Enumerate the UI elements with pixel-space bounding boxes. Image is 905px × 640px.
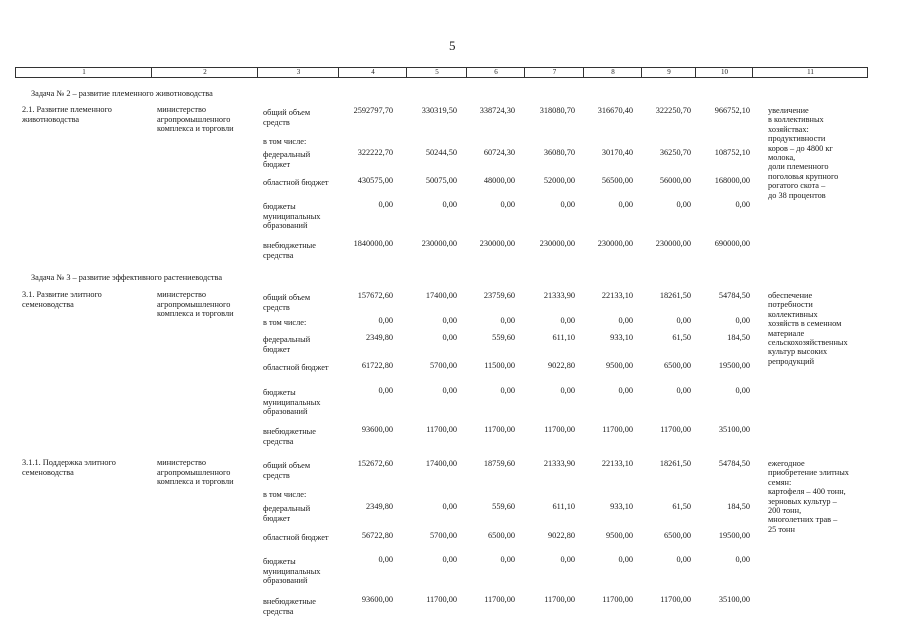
amount-cell: 2349,80	[366, 502, 393, 511]
amount-cell: 18261,50	[659, 291, 691, 300]
expected-result-line: молока,	[768, 153, 796, 162]
expected-result-line: до 38 процентов	[768, 190, 826, 200]
amount-cell: 2592797,70	[353, 106, 393, 115]
amount-cell: 11700,00	[660, 595, 691, 604]
amount-cell: 11700,00	[660, 425, 691, 434]
amount-cell: 0,00	[378, 386, 393, 395]
amount-cell: 17400,00	[425, 459, 457, 468]
amount-cell: 5700,00	[430, 361, 457, 370]
amount-cell: 0,00	[442, 555, 457, 564]
amount-cell: 19500,00	[718, 361, 750, 370]
amount-cell: 6500,00	[664, 531, 691, 540]
amount-cell: 35100,00	[718, 595, 750, 604]
amount-cell: 30170,40	[601, 148, 633, 157]
expected-result-line: коллективных	[768, 309, 818, 319]
column-header-4: 4	[371, 68, 375, 76]
funding-source-label: внебюджетные средства	[263, 241, 316, 260]
column-divider	[524, 68, 525, 77]
funding-source-label: бюджеты муниципальных образований	[263, 557, 321, 586]
amount-cell: 0,00	[676, 200, 691, 209]
amount-cell: 0,00	[676, 555, 691, 564]
amount-cell: 11700,00	[602, 595, 633, 604]
column-header-3: 3	[296, 68, 301, 76]
funding-source-label: федеральный бюджет	[263, 150, 311, 169]
funding-source-label: областной бюджет	[263, 363, 329, 372]
amount-cell: 0,00	[442, 502, 457, 511]
expected-result-line: доли племенного	[768, 162, 829, 172]
amount-cell: 0,00	[500, 555, 515, 564]
amount-cell: 11700,00	[602, 425, 633, 434]
expected-result-line: коров – до 4800 кг	[768, 143, 833, 153]
amount-cell: 61,50	[672, 502, 691, 511]
amount-cell: 11700,00	[426, 595, 457, 604]
column-header-10: 10	[721, 68, 728, 76]
amount-cell: 0,00	[618, 386, 633, 395]
funding-source-label: областной бюджет	[263, 533, 329, 542]
funding-source-label: федеральный бюджет	[263, 504, 311, 523]
expected-result-line: семян:	[768, 477, 792, 487]
amount-cell: 56500,00	[601, 176, 633, 185]
amount-cell: 48000,00	[483, 176, 515, 185]
column-header-row	[15, 67, 868, 78]
amount-cell: 318080,70	[539, 106, 575, 115]
executor: министерство агропромышленного комплекса и торговли	[157, 290, 234, 319]
amount-cell: 9022,80	[548, 531, 575, 540]
column-divider	[151, 68, 152, 77]
amount-cell: 17400,00	[425, 291, 457, 300]
amount-cell: 9500,00	[606, 531, 633, 540]
amount-cell: 11700,00	[484, 425, 515, 434]
amount-cell: 0,00	[618, 200, 633, 209]
amount-cell: 61,50	[672, 333, 691, 342]
amount-cell: 430575,00	[357, 176, 393, 185]
amount-cell: 6500,00	[664, 361, 691, 370]
amount-cell: 21333,90	[543, 291, 575, 300]
expected-result-line: 25 тонн	[768, 524, 795, 534]
amount-cell: 184,50	[727, 502, 750, 511]
column-header-5: 5	[435, 68, 439, 76]
amount-cell: 0,00	[378, 200, 393, 209]
amount-cell: 230000,00	[539, 239, 575, 248]
page-number: 5	[449, 38, 456, 53]
expected-result-line: зерновых культур –	[768, 496, 837, 506]
expected-result-line: 200 тонн,	[768, 506, 802, 515]
amount-cell: 18759,60	[483, 459, 515, 468]
expected-result-line: ежегодное	[768, 459, 805, 468]
column-divider	[338, 68, 339, 77]
amount-cell: 611,10	[552, 333, 575, 342]
amount-cell: 52000,00	[543, 176, 575, 185]
expected-result-line: материале	[768, 328, 805, 338]
column-header-7: 7	[552, 68, 557, 76]
column-header-11: 11	[807, 68, 814, 76]
expected-result-line: продуктивности	[768, 134, 826, 144]
column-header-9: 9	[667, 68, 671, 76]
expected-result-line: потребности	[768, 300, 813, 310]
expected-result-line: многолетних трав –	[768, 515, 838, 525]
funding-source-label: в том числе:	[263, 490, 307, 499]
measure-name: 3.1. Развитие элитного семеноводства	[22, 290, 102, 309]
amount-cell: 559,60	[492, 333, 515, 342]
funding-source-label: бюджеты муниципальных образований	[263, 388, 321, 417]
expected-result-line: поголовья крупного	[768, 171, 839, 181]
amount-cell: 19500,00	[718, 531, 750, 540]
amount-cell: 0,00	[735, 200, 750, 209]
amount-cell: 0,00	[735, 316, 750, 325]
amount-cell: 690000,00	[714, 239, 750, 248]
expected-result-line: хозяйств в семенном	[768, 319, 842, 329]
amount-cell: 9022,80	[548, 361, 575, 370]
amount-cell: 93600,00	[361, 595, 393, 604]
amount-cell: 230000,00	[597, 239, 633, 248]
funding-source-label: федеральный бюджет	[263, 335, 311, 354]
amount-cell: 230000,00	[655, 239, 691, 248]
amount-cell: 157672,60	[357, 291, 393, 300]
funding-source-label: в том числе:	[263, 137, 307, 146]
amount-cell: 0,00	[500, 200, 515, 209]
column-divider	[406, 68, 407, 77]
amount-cell: 36080,70	[543, 148, 575, 157]
amount-cell: 0,00	[560, 200, 575, 209]
amount-cell: 0,00	[442, 200, 457, 209]
amount-cell: 0,00	[442, 333, 457, 342]
amount-cell: 933,10	[610, 502, 633, 511]
column-divider	[466, 68, 467, 77]
task-title: Задача № 3 – развитие эффективного растениеводства	[31, 273, 223, 282]
column-divider	[695, 68, 696, 77]
amount-cell: 9500,00	[606, 361, 633, 370]
amount-cell: 0,00	[618, 316, 633, 325]
column-header-6: 6	[494, 68, 498, 76]
amount-cell: 0,00	[378, 555, 393, 564]
amount-cell: 22133,10	[601, 459, 633, 468]
amount-cell: 18261,50	[659, 459, 691, 468]
amount-cell: 0,00	[735, 555, 750, 564]
amount-cell: 54784,50	[718, 291, 750, 300]
funding-source-label: в том числе:	[263, 318, 307, 327]
amount-cell: 230000,00	[421, 239, 457, 248]
amount-cell: 54784,50	[718, 459, 750, 468]
column-divider	[752, 68, 753, 77]
amount-cell: 184,50	[727, 333, 750, 342]
expected-result-line: обеспечение	[768, 291, 813, 300]
column-header-2: 2	[203, 68, 207, 76]
executor: министерство агропромышленного комплекса и торговли	[157, 458, 234, 487]
funding-source-label: общий объем средств	[263, 108, 311, 127]
expected-result-line: репродукций	[768, 356, 815, 366]
amount-cell: 152672,60	[357, 459, 393, 468]
amount-cell: 0,00	[378, 316, 393, 325]
amount-cell: 0,00	[500, 386, 515, 395]
amount-cell: 230000,00	[479, 239, 515, 248]
column-header-1: 1	[82, 68, 86, 76]
amount-cell: 0,00	[618, 555, 633, 564]
amount-cell: 933,10	[610, 333, 633, 342]
amount-cell: 50075,00	[425, 176, 457, 185]
amount-cell: 36250,70	[659, 148, 691, 157]
amount-cell: 322222,70	[357, 148, 393, 157]
column-header-8: 8	[611, 68, 615, 76]
expected-result-line: рогатого скота –	[768, 181, 826, 191]
expected-result-line: увеличение	[768, 106, 809, 115]
amount-cell: 0,00	[676, 386, 691, 395]
funding-source-label: внебюджетные средства	[263, 597, 316, 616]
amount-cell: 93600,00	[361, 425, 393, 434]
amount-cell: 611,10	[552, 502, 575, 511]
amount-cell: 21333,90	[543, 459, 575, 468]
amount-cell: 330319,50	[421, 106, 457, 115]
column-divider	[257, 68, 258, 77]
column-divider	[641, 68, 642, 77]
amount-cell: 0,00	[735, 386, 750, 395]
amount-cell: 35100,00	[718, 425, 750, 434]
amount-cell: 1840000,00	[353, 239, 393, 248]
amount-cell: 0,00	[560, 386, 575, 395]
column-divider	[583, 68, 584, 77]
expected-result-line: картофеля – 400 тонн,	[768, 487, 846, 497]
amount-cell: 56000,00	[659, 176, 691, 185]
amount-cell: 22133,10	[601, 291, 633, 300]
amount-cell: 0,00	[560, 555, 575, 564]
amount-cell: 5700,00	[430, 531, 457, 540]
amount-cell: 60724,30	[483, 148, 515, 157]
amount-cell: 50244,50	[425, 148, 457, 157]
funding-source-label: внебюджетные средства	[263, 427, 316, 446]
measure-name: 3.1.1. Поддержка элитного семеноводства	[22, 458, 116, 477]
amount-cell: 2349,80	[366, 333, 393, 342]
task-title: Задача № 2 – развитие племенного животноводства	[31, 89, 213, 98]
measure-name: 2.1. Развитие племенного животноводства	[22, 105, 112, 124]
expected-result-line: хозяйствах:	[768, 124, 809, 134]
amount-cell: 23759,60	[483, 291, 515, 300]
funding-source-label: областной бюджет	[263, 178, 329, 187]
amount-cell: 338724,30	[479, 106, 515, 115]
funding-source-label: общий объем средств	[263, 461, 311, 480]
executor: министерство агропромышленного комплекса и торговли	[157, 105, 234, 134]
expected-result-line: приобретение элитных	[768, 468, 849, 478]
amount-cell: 11700,00	[544, 425, 575, 434]
amount-cell: 0,00	[500, 316, 515, 325]
amount-cell: 966752,10	[714, 106, 750, 115]
expected-result-line: сельскохозяйственных	[768, 338, 848, 347]
amount-cell: 11700,00	[544, 595, 575, 604]
amount-cell: 0,00	[560, 316, 575, 325]
amount-cell: 61722,80	[361, 361, 393, 370]
amount-cell: 316670,40	[597, 106, 633, 115]
amount-cell: 11700,00	[484, 595, 515, 604]
funding-source-label: бюджеты муниципальных образований	[263, 202, 321, 231]
amount-cell: 559,60	[492, 502, 515, 511]
amount-cell: 108752,10	[714, 148, 750, 157]
amount-cell: 0,00	[676, 316, 691, 325]
expected-result-line: в коллективных	[768, 115, 824, 125]
amount-cell: 168000,00	[714, 176, 750, 185]
amount-cell: 11500,00	[484, 361, 515, 370]
amount-cell: 0,00	[442, 316, 457, 325]
amount-cell: 56722,80	[361, 531, 393, 540]
amount-cell: 6500,00	[488, 531, 515, 540]
amount-cell: 322250,70	[655, 106, 691, 115]
amount-cell: 11700,00	[426, 425, 457, 434]
amount-cell: 0,00	[442, 386, 457, 395]
expected-result-line: культур высоких	[768, 347, 828, 357]
funding-source-label: общий объем средств	[263, 293, 311, 312]
